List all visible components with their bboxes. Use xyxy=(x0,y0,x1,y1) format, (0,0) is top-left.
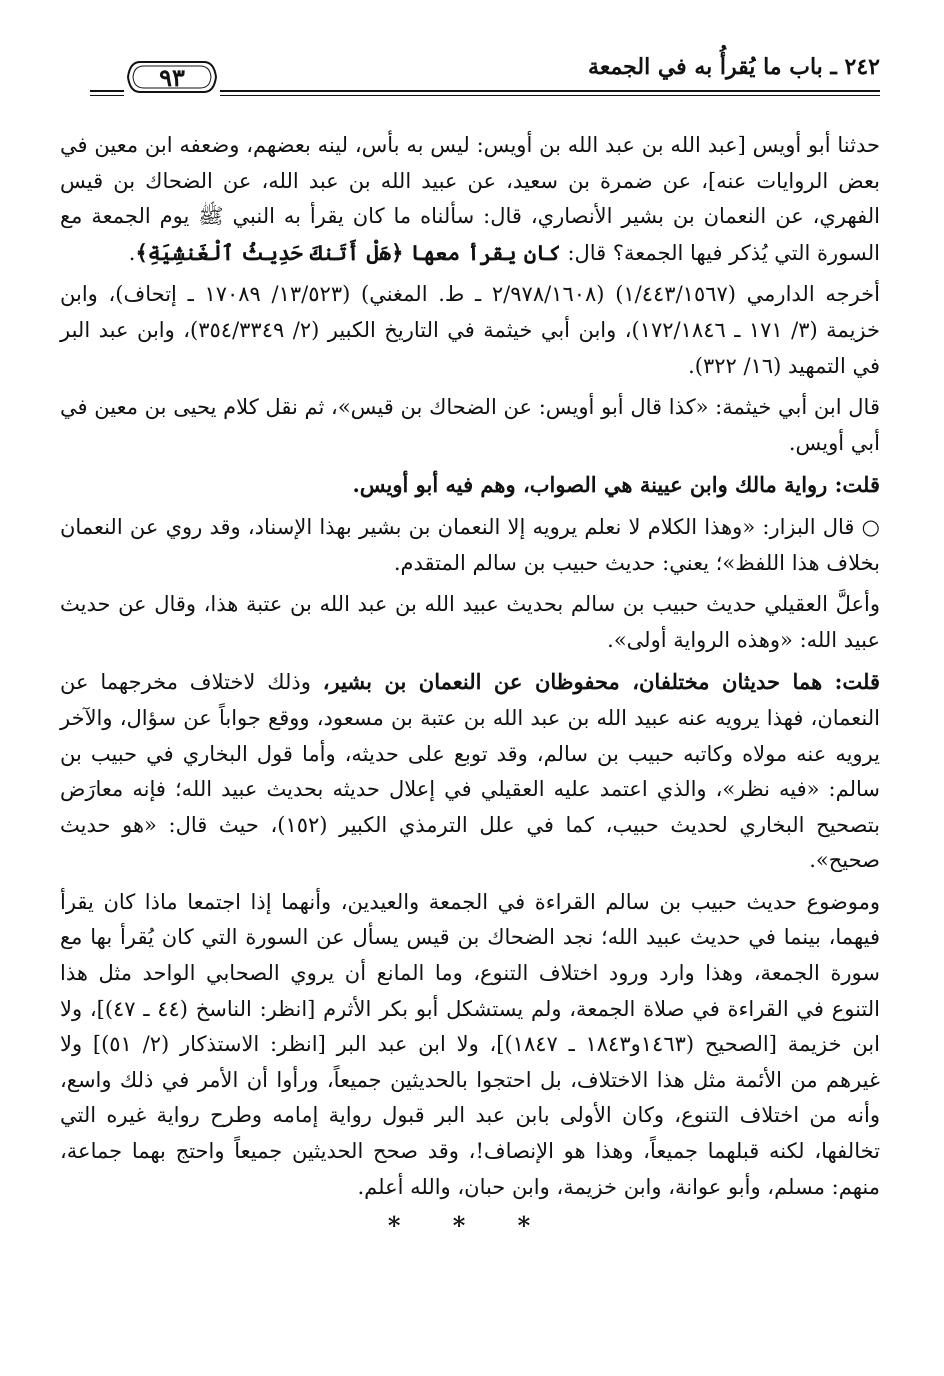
paragraph xyxy=(60,664,880,879)
text-run: قال ابن أبي خيثمة: «كذا قال أبو أويس: عن الضحاك بن قيس»، ثم نقل كلام يحيى بن معين في أبي أويس. xyxy=(60,395,880,455)
bold-text: قلت: رواية مالك وابن عيينة هي الصواب، وهم فيه أبو أويس. xyxy=(352,472,880,498)
text-run: . xyxy=(128,240,136,265)
paragraph xyxy=(60,128,880,271)
text-run: وذلك لاختلاف مخرجهما عن النعمان، فهذا يرويه عنه عبيد الله بن عبد الله بن عتبة بن مسعود، ووقع جواباً عن سؤال، والآخر يرويه عنه مولاه وكاتبه حبيب بن سالم، وقد توبع على حديثه، وأما قول البخاري في حبيب بن سالم: «فيه نظر»، والذي اعتمد عليه العقيلي في إعلال حديثه بحديث عبيد الله؛ فإنه معارَض بتصحيح البخاري لحديث حبيب، كما في علل الترمذي الكبير (١٥٢)، حيث قال: «هو حديث صحيح». xyxy=(60,670,880,873)
bold-text: قلت: هما حديثان مختلفان، محفوظان عن النعمان بن بشير، xyxy=(322,669,880,695)
chapter-title: ٢٤٢ ـ باب ما يُقرأُ به في الجمعة xyxy=(588,54,880,80)
page-number-badge xyxy=(126,58,218,96)
paragraph xyxy=(60,587,880,658)
bold-text: كان يقرأ معها ﴿هَلْ أَتَنكَ حَدِيثُ ٱلْغَنشِيَةِ﴾ xyxy=(135,239,561,265)
paragraph xyxy=(60,885,880,1205)
text-run: ○ قال البزار: «وهذا الكلام لا نعلم يرويه إلا النعمان بن بشير بهذا الإسناد، وقد روي عن النعمان بخلاف هذا اللفظ»؛ يعني: حديث حبيب بن سالم المتقدم. xyxy=(60,514,880,575)
header-rule-thin xyxy=(220,95,880,96)
section-separator: * * * xyxy=(387,1211,553,1241)
page xyxy=(60,38,880,1240)
body-text xyxy=(60,128,880,1205)
text-run: وموضوع حديث حبيب بن سالم القراءة في الجمعة والعيدين، وأنهما إذا اجتمعا ماذا كان يقرأ فيهما، بينما في حديث عبيد الله؛ نجد الضحاك بن قيس يسأل عن السورة التي كان يُقرأ بها مع سورة الجمعة، وهذا وارد ورود اختلاف التنوع، وما المانع أن يروي الصحابي الواحد مثل هذا التنوع في القراءة في صلاة الجمعة، ولم يستشكل أبو بكر الأثرم [انظر: الناسخ (٤٤ ـ ٤٧)]، ولا ابن خزيمة [الصحيح (١٤٦٣و١٨٤٣ ـ ١٨٤٧)]، ولا ابن عبد البر [انظر: الاستذكار (٢/ ٥١)] ولا غيرهم من الأئمة مثل هذا الاختلاف، بل احتجوا بالحديثين جميعاً، ورأوا أن الأمر في ذلك واسع، وأنه من اختلاف التنوع، وكان الأولى بابن عبد البر قبول رواية إمامه وطرح رواية غيره التي تخالفها، لكنه قبلهما جميعاً، وهذا هو الإنصاف!، وقد صحح الحديثين جميعاً واحتج بهما جماعة، منهم: مسلم، وأبو عوانة، وابن خزيمة، وابن حبان، والله أعلم. xyxy=(60,889,880,1199)
text-run: وأعلَّ العقيلي حديث حبيب بن سالم بحديث عبيد الله بن عبد الله بن عتبة هذا، وقال عن حديث عبيد الله: «وهذه الرواية أولى». xyxy=(60,592,880,652)
paragraph xyxy=(60,390,880,461)
header-rule xyxy=(220,90,880,92)
paragraph xyxy=(60,510,880,581)
page-number: ٩٣ xyxy=(159,63,185,92)
text-run: حدثنا أبو أويس [عبد الله بن عبد الله بن أويس: ليس به بأس، لينه بعضهم، وضعفه ابن معين في بعض الروايات عنه]، عن ضمرة بن سعيد، عن عبيد الله بن عبد الله، عن الضحاك بن قيس الفهري، عن النعمان بن بشير الأنصاري، قال: سألناه ما كان يقرأ به النبي ﷺ يوم الجمعة مع السورة التي يُذكر فيها الجمعة؟ قال: xyxy=(60,133,880,265)
paragraph xyxy=(60,467,880,504)
page-header xyxy=(60,38,880,96)
header-rule-left-thin xyxy=(90,95,124,96)
paragraph xyxy=(60,277,880,384)
header-rule-left xyxy=(90,90,124,92)
text-run: أخرجه الدارمي (١/٤٤٣/١٥٦٧) (٢/٩٧٨/١٦٠٨ ـ ط. المغني) (١٣/٥٢٣/ ١٧٠٨٩ ـ إتحاف)، وابن خزيمة (٣/ ١٧١ ـ ١٧٢/١٨٤٦)، وابن أبي خيثمة في التاريخ الكبير (٢/ ٣٥٤/٣٣٤٩)، وابن عبد البر في التمهيد (١٦/ ٣٢٢). xyxy=(60,282,881,378)
